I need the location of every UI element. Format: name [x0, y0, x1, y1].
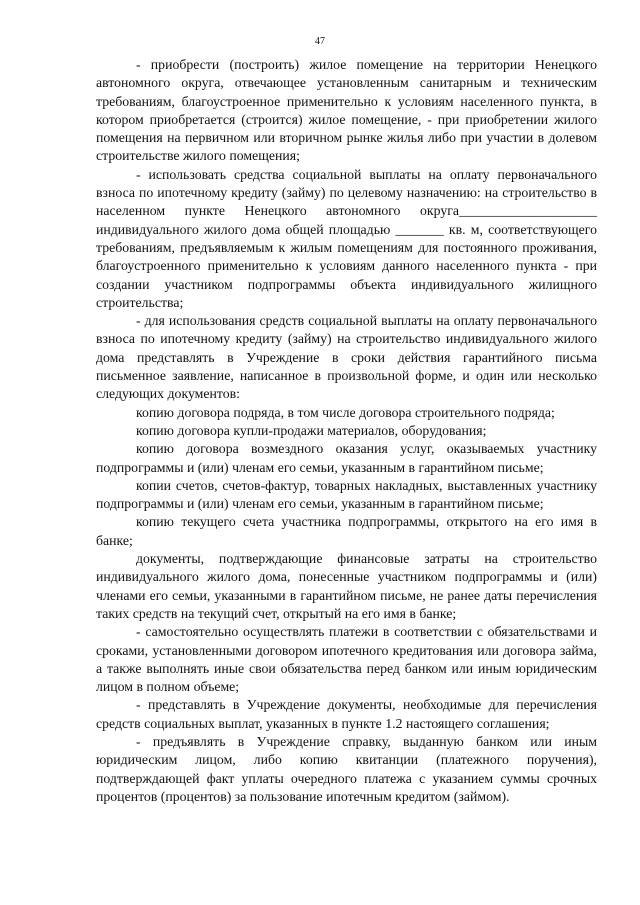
document-body — [96, 56, 597, 806]
paragraph-invoices-copy: копии счетов, счетов-фактур, товарных накладных, выставленных участнику подпрограммы и (или) членам его семьи, указанным в гарантийном письме; — [96, 477, 597, 512]
paragraph-services-contract-copy: копию договора возмездного оказания услуг, оказываемых участнику подпрограммы и (или) членам его семьи, указанным в гарантийном письме; — [96, 441, 597, 475]
paragraph-present-certificate: - предъявлять в Учреждение справку, выданную банком или иным юридическим лицом, либо копию квитанции (платежного поручения), подтверждающей факт уплаты очередного платежа с указанием суммы срочных процентов (процентов) за пользование ипотечным кредитом (займом). — [96, 733, 597, 804]
paragraph-submit-documents: - для использования средств социальной выплаты на оплату первоначального взноса по ипотечному кредиту (займу) на строительство индивидуального жилого дома представлять в Учреждение в сроки действия гарантийного письма письменное заявление, написанное в произвольной форме, и один или несколько следующих документов: — [96, 313, 597, 402]
paragraph-bank-account-copy: копию текущего счета участника подпрограммы, открытого на его имя в банке; — [96, 514, 597, 548]
paragraph-purchase-contract-copy: копию договора купли-продажи материалов, оборудования; — [136, 422, 487, 438]
page-number: 47 — [315, 36, 325, 47]
paragraph-acquire-housing: - приобрести (построить) жилое помещение на территории Ненецкого автономного округа, отвечающее установленным санитарным и техническим требованиям, благоустроенное применительно к условиям населенного пункта, в котором приобретается (строится) жилое помещение, - при приобретении жилого помещения на первичном или вторичном рынке жилья либо при участии в долевом строительстве жилого помещения; — [96, 57, 597, 164]
paragraph-contract-copy: копию договора подряда, в том числе договора строительного подряда; — [136, 404, 555, 420]
paragraph-make-payments: - самостоятельно осуществлять платежи в соответствии с обязательствами и сроками, установленными договором ипотечного кредитования или договора займа, а также выполнять иные свои обязательства перед банком или иным юридическим лицом в полном объеме; — [96, 624, 597, 695]
paragraph-use-subsidy-construction: - использовать средства социальной выплаты на оплату первоначального взноса по ипотечному кредиту (займу) по целевому назначению: на строительство в населенном пункте Ненецкого автономного округа____________________ индивидуального жилого дома общей площадью _______ кв. м, соответствующего требованиям, предъявляемым к жилым помещениям для постоянного проживания, благоустроенного применительно к условиям данного населенного пункта - при создании участником подпрограммы объекта индивидуального жилищного строительства; — [96, 166, 597, 310]
paragraph-expense-documents: документы, подтверждающие финансовые затраты на строительство индивидуального жилого дома, понесенные участником подпрограммы и (или) членами его семьи, указанными в гарантийном письме, не ранее даты перечисления таких средств на текущий счет, открытый на его имя в банке; — [96, 551, 597, 621]
paragraph-provide-documents: - представлять в Учреждение документы, необходимые для перечисления средств социальных выплат, указанных в пункте 1.2 настоящего соглашения; — [96, 697, 597, 731]
